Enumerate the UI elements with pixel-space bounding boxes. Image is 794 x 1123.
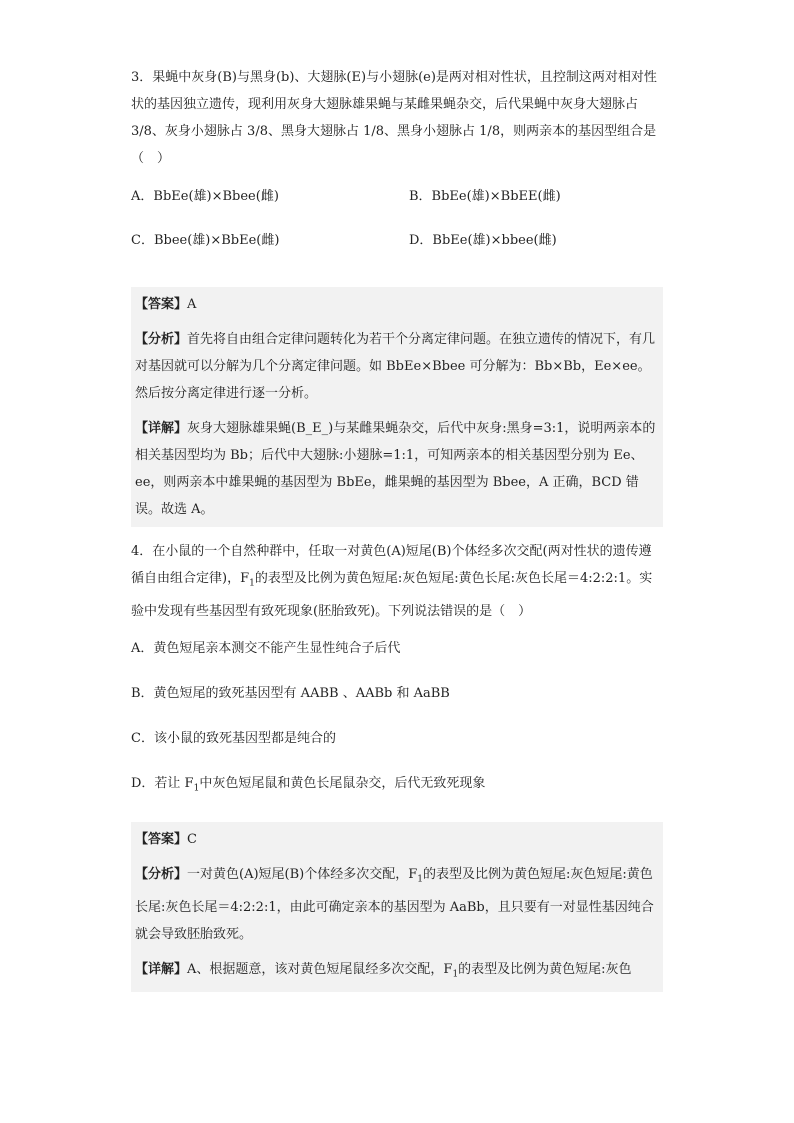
question-3-option-c: C．Bbee(雄)×BbEe(雌) <box>131 233 280 248</box>
question-3-analysis <box>135 326 659 407</box>
question-4-option-d <box>131 773 663 800</box>
question-3-solution <box>131 287 663 527</box>
analysis-tag: 【分析】 <box>135 332 188 347</box>
analysis-text: 首先将自由组合定律问题转化为若干个分离定律问题。在独立遗传的情况下，有几对基因就可以分解为几个分离定律问题。如 BbEe×Bbee 可分解为：Bb×Bb，Ee×ee。然后按分离定律进行逐一分析。 <box>135 332 656 401</box>
option-d-part-2: 中灰色短尾鼠和黄色长尾鼠杂交，后代无致死现象 <box>199 775 486 791</box>
stem-subscript: 1 <box>249 578 255 589</box>
question-3-stem: 3．果蝇中灰身(B)与黑身(b)、大翅脉(E)与小翅脉(e)是两对相对性状，且控制这两对相对性状的基因独立遗传，现利用灰身大翅脉雄果蝇与某雌果蝇杂交，后代果蝇中灰身大翅脉占 3/8、灰身小翅脉占 3/8、黑身大翅脉占 1/8、黑身小翅脉占 1/8，则两亲本的基因型组合是（ ） <box>131 70 657 166</box>
question-4-option-b: B．黄色短尾的致死基因型有 AABB 、AABb 和 AaBB <box>131 685 450 701</box>
stem-part-1: 4．在小鼠的一个自然种群中，任取一对黄色(A)短尾(B)个体经多次交配(两对性状的遗传遵循自由组合定律)，F <box>131 544 652 586</box>
question-4-analysis <box>135 861 659 948</box>
question-3-detail <box>135 415 659 523</box>
question-4-stem <box>131 538 663 625</box>
option-d-subscript: 1 <box>193 783 200 794</box>
detail-text: 灰身大翅脉雄果蝇(B_E_)与某雌果蝇杂交，后代中灰身:黑身=3:1，说明两亲本的相关基因型均为 Bb；后代中大翅脉:小翅脉=1:1，可知两亲本的相关基因型分别为 Ee、ee，则两亲本中雄果蝇的基因型为 BbEe，雌果蝇的基因型为 Bbee，A 正确，BCD 错误。故选 A。 <box>135 421 656 517</box>
analysis-part-2: 的表型及比例为黄色短尾:灰色短尾:黄色长尾:灰色长尾＝4:2:2:1，由此可确定亲本的基因型为 AaBb，且只要有一对显性基因纯合就会导致胚胎致死。 <box>135 867 654 942</box>
question-4-option-c: C．该小鼠的致死基因型都是纯合的 <box>131 730 336 746</box>
analysis-tag: 【分析】 <box>135 867 188 883</box>
option-d-part-1: D．若让 F <box>131 775 194 791</box>
detail-subscript: 1 <box>452 969 459 980</box>
answer-value: A <box>187 297 197 312</box>
detail-part-1: A、根据题意，该对黄色短尾鼠经多次交配，F <box>187 961 453 977</box>
document-page <box>131 64 663 1003</box>
question-4-answer <box>135 826 659 853</box>
question-4-option-a: A．黄色短尾亲本测交不能产生显性纯合子后代 <box>131 640 401 656</box>
question-3-option-a: A．BbEe(雄)×Bbee(雌) <box>131 189 279 204</box>
analysis-part-1: 一对黄色(A)短尾(B)个体经多次交配，F <box>187 867 418 883</box>
analysis-subscript: 1 <box>417 874 423 885</box>
stem-part-2: 的表型及比例为黄色短尾:灰色短尾:黄色长尾:灰色长尾＝4:2:2:1。实验中发现有些基因型有致死现象(胚胎致死)。下列说法错误的是（ ） <box>131 571 653 619</box>
question-4-detail <box>135 956 659 989</box>
question-3-option-b: B．BbEe(雄)×BbEE(雌) <box>409 189 561 204</box>
answer-value: C <box>187 832 197 848</box>
question-3-options <box>131 186 663 274</box>
detail-tag: 【详解】 <box>135 421 188 436</box>
detail-tag: 【详解】 <box>135 961 188 977</box>
answer-tag: 【答案】 <box>135 297 188 312</box>
detail-part-2: 的表型及比例为黄色短尾:灰色 <box>458 961 632 977</box>
question-3-answer <box>135 291 659 318</box>
question-4-solution <box>131 822 663 992</box>
question-3-option-d: D．BbEe(雄)×bbee(雌) <box>409 233 557 248</box>
answer-tag: 【答案】 <box>135 832 188 848</box>
